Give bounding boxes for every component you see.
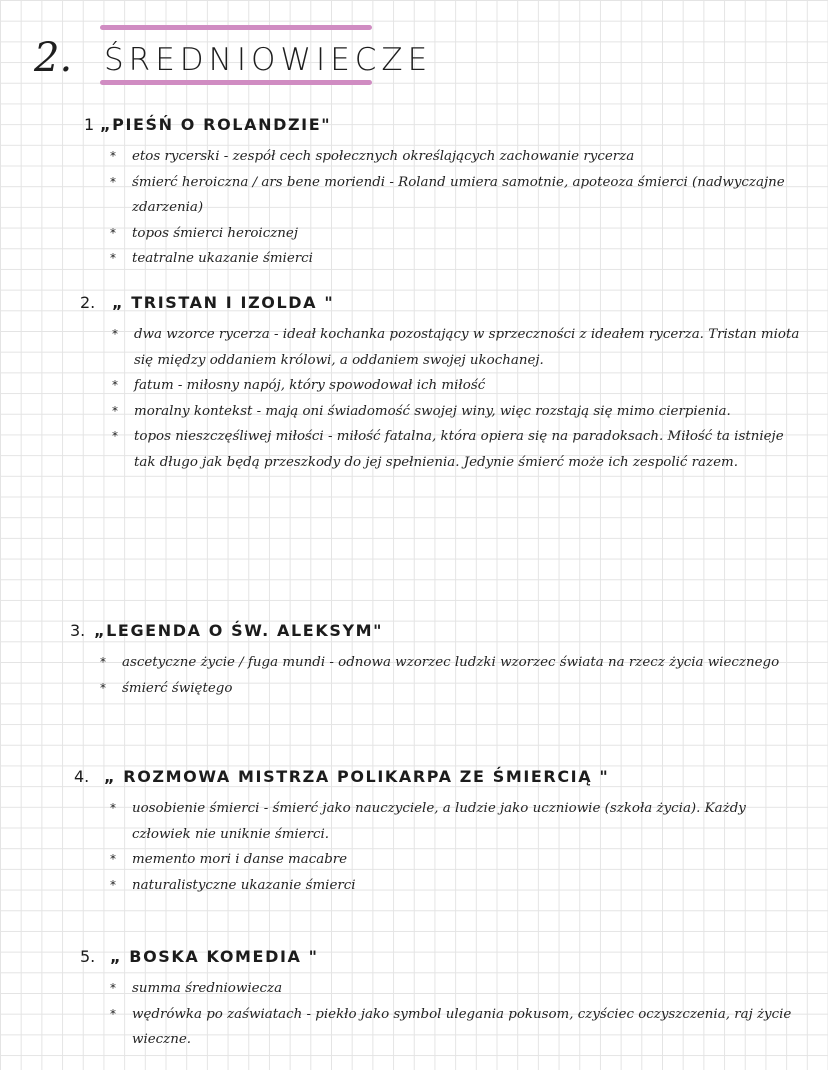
bullet-item: * śmierć świętego: [100, 676, 790, 702]
asterisk-icon: *: [110, 174, 116, 189]
chapter-title: ŚREDNIOWIECZE: [104, 42, 433, 78]
section-title: „ ROZMOWA MISTRZA POLIKARPA ZE ŚMIERCIĄ ": [104, 767, 610, 786]
section-number: 2.: [80, 293, 96, 312]
bullet-item: * śmierć heroiczna / ars bene moriendi - Roland umiera samotnie, apoteoza śmierci (nadwyczajne zdarzenia): [110, 170, 790, 221]
section-title: „ TRISTAN I IZOLDA ": [112, 293, 335, 312]
section-number: 5.: [80, 947, 96, 966]
bullet-item: * dwa wzorce rycerza - ideał kochanka pozostający w sprzeczności z ideałem rycerza. Tristan miota się między oddaniem królowi, a oddaniem swojej ukochanej.: [112, 322, 802, 373]
asterisk-icon: *: [112, 327, 118, 341]
bullet-list: [112, 322, 802, 475]
section-title: „LEGENDA O ŚW. ALEKSYM": [94, 621, 384, 640]
asterisk-icon: *: [110, 852, 116, 866]
title-underline-bottom: [100, 80, 372, 85]
asterisk-icon: *: [110, 801, 116, 815]
bullet-item: * wędrówka po zaświatach - piekło jako symbol ulegania pokusom, czyściec oczyszczenia, raj życie wieczne.: [110, 1002, 810, 1053]
chapter-number: 2.: [34, 35, 73, 81]
asterisk-icon: *: [100, 655, 106, 669]
bullet-item: * etos rycerski - zespół cech społecznych określających zachowanie rycerza: [110, 144, 790, 170]
asterisk-icon: *: [110, 225, 116, 240]
bullet-list: [110, 144, 790, 272]
bullet-list: [100, 650, 790, 701]
asterisk-icon: *: [110, 1006, 116, 1021]
bullet-item: * summa średniowiecza: [110, 976, 810, 1002]
asterisk-icon: *: [110, 877, 116, 892]
asterisk-icon: *: [110, 981, 116, 995]
bullet-item: * naturalistyczne ukazanie śmierci: [110, 873, 800, 899]
section-number: 4.: [74, 767, 90, 786]
asterisk-icon: *: [112, 378, 118, 392]
bullet-item: * topos śmierci heroicznej: [110, 221, 790, 247]
bullet-item: * topos nieszczęśliwej miłości - miłość fatalna, która opiera się na paradoksach. Miłość ta istnieje tak długo jak będą przeszkody do jej spełnienia. Jedynie śmierć może ich zespolić razem.: [112, 424, 802, 475]
section-number: 3.: [70, 621, 86, 640]
section-title: „ BOSKA KOMEDIA ": [110, 947, 319, 966]
bullet-item: * uosobienie śmierci - śmierć jako nauczyciele, a ludzie jako uczniowie (szkoła życia). Każdy człowiek nie uniknie śmierci.: [110, 796, 800, 847]
asterisk-icon: *: [110, 251, 116, 265]
bullet-item: * teatralne ukazanie śmierci: [110, 246, 790, 272]
bullet-item: * ascetyczne życie / fuga mundi - odnowa wzorzec ludzki wzorzec świata na rzecz życia wiecznego: [100, 650, 790, 676]
bullet-item: * memento mori i danse macabre: [110, 847, 800, 873]
section-number: 1: [84, 115, 95, 134]
bullet-item: * moralny kontekst - mają oni świadomość swojej winy, więc rozstają się mimo cierpienia.: [112, 399, 802, 425]
asterisk-icon: *: [112, 403, 118, 418]
asterisk-icon: *: [110, 149, 116, 163]
asterisk-icon: *: [100, 680, 106, 695]
bullet-list: [110, 976, 810, 1053]
bullet-list: [110, 796, 800, 898]
title-underline-top: [100, 25, 372, 30]
asterisk-icon: *: [112, 429, 118, 443]
section-title: „PIEŚŃ O ROLANDZIE": [100, 115, 332, 134]
bullet-item: * fatum - miłosny napój, który spowodował ich miłość: [112, 373, 802, 399]
